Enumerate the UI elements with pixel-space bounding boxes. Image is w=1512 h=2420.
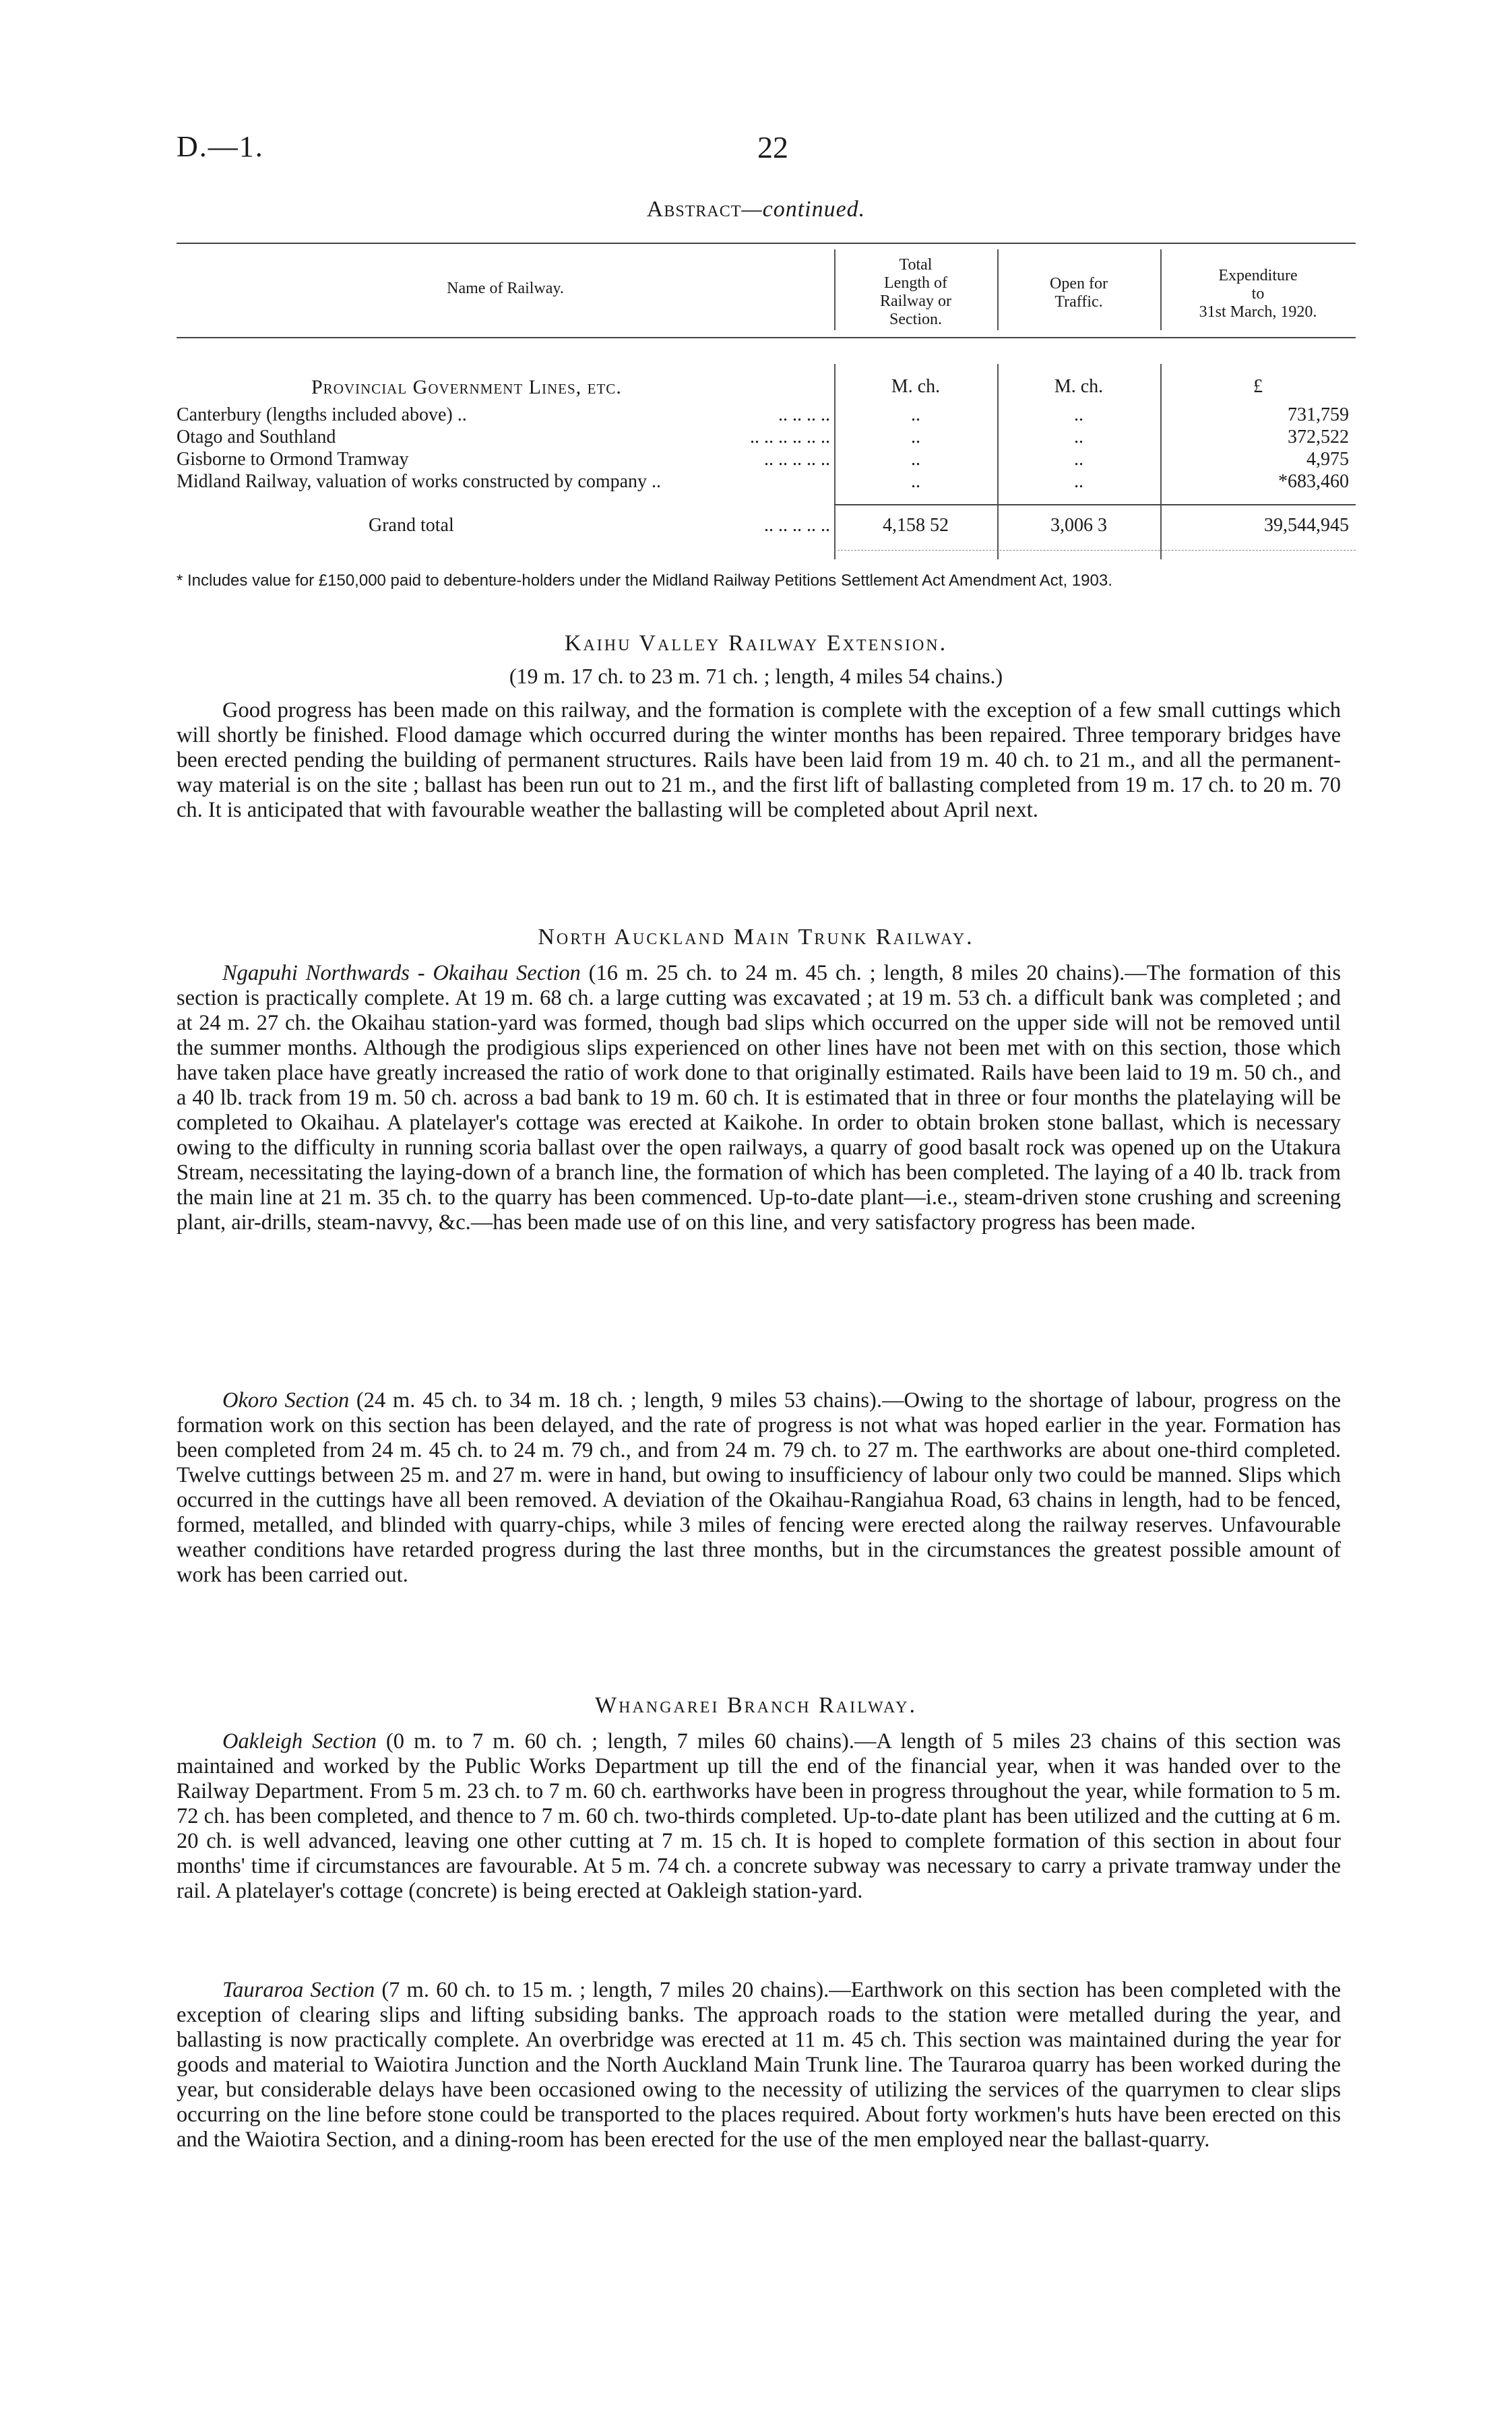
col-length-line: Railway or bbox=[880, 292, 951, 310]
col-length-line: Length of bbox=[884, 274, 947, 292]
col-open-line: Open for bbox=[1050, 275, 1108, 292]
row-expenditure: 372,522 bbox=[1288, 427, 1349, 447]
col-expenditure-line: Expenditure bbox=[1218, 267, 1298, 284]
table-header-rule bbox=[177, 337, 1356, 338]
tauraroa-text: (7 m. 60 ch. to 15 m. ; length, 7 miles 20 chains).—Earthwork on this section has been completed with the exception of clearing slips and lifting subsiding banks. The approach roads to the station were metalled during the year, and ballasting is now practically complete. An overbridge was erected at 11 m. 45 ch. This section was maintained during the year for goods and material to Waiotira Junction and the North Auckland Main Trunk line. The Tauraroa quarry has been worked during the year, but considerable delays have been occasioned owing to the necessity of utilizing the services of the quarrymen to clear slips occurring on the line before stone could be transported to the places required. About forty workmen's huts have been erected on this and the Waiotira Section, and a dining-room has been erected for the use of the men employed near the ballast-quarry. bbox=[177, 1978, 1341, 2152]
whangarei-heading: Whangarei Branch Railway. bbox=[595, 1693, 917, 1718]
total-bottom-rule bbox=[834, 550, 1356, 551]
row-length: .. bbox=[911, 427, 920, 447]
group-label: Provincial Government Lines, etc. bbox=[311, 376, 622, 398]
kaihu-subheading: (19 m. 17 ch. to 23 m. 71 ch. ; length, 4 miles 54 chains.) bbox=[509, 664, 1003, 688]
row-open: .. bbox=[1074, 449, 1083, 470]
row-open: .. bbox=[1074, 404, 1083, 425]
okoro-text: (24 m. 45 ch. to 34 m. 18 ch. ; length, 9 miles 53 chains).—Owing to the shortage of labour, progress on the formation work on this section has been delayed, and the rate of progress is not what was hoped earlier in the year. Formation has been completed from 24 m. 45 ch. to 24 m. 79 ch., and from 24 m. 79 ch. to 27 m. The earthworks are about one-third completed. Twelve cuttings between 25 m. and 27 m. were in hand, but owing to insufficiency of labour only two could be manned. Slips which occurred in the cuttings have all been removed. A deviation of the Okaihau-Rangiahua Road, 63 chains in length, had to be fenced, formed, metalled, and blinded with quarry-chips, while 3 miles of fencing were erected along the railway reserves. Unfavourable weather conditions have retarded progress during the last three months, but in the circumstances the greatest possible amount of work has been carried out. bbox=[177, 1388, 1341, 1587]
row-expenditure: 731,759 bbox=[1288, 404, 1349, 425]
row-dots: .. .. .. .. .. bbox=[764, 449, 830, 470]
tauraroa-paragraph bbox=[177, 1978, 1341, 2152]
abstract-title-prefix: Abstract bbox=[646, 197, 742, 222]
unit-expenditure: £ bbox=[1253, 376, 1263, 397]
col-expenditure-line: to bbox=[1251, 285, 1265, 303]
unit-open: M. ch. bbox=[1054, 376, 1104, 397]
row-name: Canterbury (lengths included above) .. bbox=[177, 404, 467, 425]
row-length: .. bbox=[911, 471, 920, 492]
row-length: .. bbox=[911, 404, 920, 425]
oakleigh-text: (0 m. to 7 m. 60 ch. ; length, 7 miles 60 chains).—A length of 5 miles 23 chains of this section was maintained and worked by the Public Works Department up till the end of the financial year, when it was handed over to the Railway Department. From 5 m. 23 ch. to 7 m. 60 ch. earthworks have been in progress throughout the year, while formation to 5 m. 72 ch. has been completed, and thence to 7 m. 60 ch. two-thirds completed. Up-to-date plant has been utilized and the cutting at 6 m. 20 ch. is well advanced, leaving one other cutting at 7 m. 15 ch. It is hoped to complete formation of this section in about four months' time if circumstances are favourable. At 5 m. 74 ch. a concrete subway was necessary to carry a private tramway under the rail. A platelayer's cottage (concrete) is being erected at Oakleigh station-yard. bbox=[177, 1729, 1341, 1903]
row-dots: .. .. .. .. .. .. bbox=[750, 427, 830, 447]
abstract-title bbox=[0, 197, 1512, 222]
total-length: 4,158 52 bbox=[883, 515, 949, 536]
row-open: .. bbox=[1074, 427, 1083, 447]
total-dots: .. .. .. .. .. bbox=[764, 515, 830, 536]
row-dots: .. .. .. .. bbox=[778, 404, 830, 425]
total-label: Grand total bbox=[369, 515, 454, 536]
oakleigh-section-title: Oakleigh Section bbox=[222, 1729, 377, 1754]
kaihu-paragraph: Good progress has been made on this railway, and the formation is complete with the exception of a few small cuttings which will shortly be finished. Flood damage which occurred during the winter months has been repaired. Three temporary bridges have been erected pending the building of permanent structures. Rails have been laid from 19 m. 40 ch. to 21 m., and all the permanent-way material is on the site ; ballast has been run out to 21 m., and the first lift of ballasting completed from 19 m. 17 ch. to 20 m. 70 ch. It is anticipated that with favourable weather the ballasting will be completed about April next. bbox=[177, 698, 1341, 822]
north-auckland-heading: North Auckland Main Trunk Railway. bbox=[538, 925, 974, 950]
col-length-line: Section. bbox=[889, 311, 942, 328]
row-name: Midland Railway, valuation of works constructed by company .. bbox=[177, 471, 662, 492]
table-top-rule bbox=[177, 243, 1356, 244]
row-expenditure: *683,460 bbox=[1278, 471, 1349, 492]
page-number: 22 bbox=[757, 130, 788, 164]
okaihau-text: (16 m. 25 ch. to 24 m. 45 ch. ; length, 8 miles 20 chains).—The formation of this section is practically complete. At 19 m. 68 ch. a large cutting was excavated ; at 19 m. 53 ch. a difficult bank was completed ; and at 24 m. 27 ch. the Okaihau station-yard was formed, though bad slips which occurred on the upper side will not be removed until the summer months. Although the prodigious slips experienced on other lines have not been met with on this section, those which have taken place have greatly increased the ratio of work done to that originally estimated. Rails have been laid to 19 m. 50 ch., and a 40 lb. track from 19 m. 50 ch. across a bad bank to 19 m. 60 ch. It is estimated that in three or four months the platelaying will be completed to Okaihau. A platelayer's cottage was erected at Kaikohe. In order to obtain broken stone ballast, which is necessary owing to the difficulty in running scoria ballast over the open railways, a quarry of good basalt rock was opened up on the Utakura Stream, necessitating the laying-down of a branch line, the formation of which has been completed. The laying of a 40 lb. track from the main line at 21 m. 35 ch. to the quarry has been commenced. Up-to-date plant—i.e., steam-driven stone crushing and screening plant, air-drills, steam-navvy, &c.—has been made use of on this line, and very satisfactory progress has been made. bbox=[177, 961, 1341, 1235]
row-name: Gisborne to Ormond Tramway bbox=[177, 449, 409, 470]
abstract-title-suffix: —continued. bbox=[741, 197, 866, 222]
oakleigh-paragraph bbox=[177, 1729, 1341, 1904]
okoro-paragraph bbox=[177, 1388, 1341, 1588]
col-open-line: Traffic. bbox=[1054, 293, 1103, 311]
okaihau-section-title: Ngapuhi Northwards - Okaihau Section bbox=[222, 961, 581, 985]
total-rule bbox=[834, 504, 1356, 505]
col-name-header: Name of Railway. bbox=[447, 280, 564, 297]
row-length: .. bbox=[911, 449, 920, 470]
col-expenditure-header bbox=[1160, 267, 1356, 321]
okaihau-paragraph bbox=[177, 961, 1341, 1235]
unit-length: M. ch. bbox=[891, 376, 941, 397]
col-open-header bbox=[997, 275, 1160, 311]
col-expenditure-line: 31st March, 1920. bbox=[1199, 303, 1317, 321]
total-expenditure: 39,544,945 bbox=[1264, 515, 1349, 536]
total-open: 3,006 3 bbox=[1050, 515, 1107, 536]
okoro-section-title: Okoro Section bbox=[222, 1388, 350, 1413]
row-expenditure: 4,975 bbox=[1306, 449, 1349, 470]
row-open: .. bbox=[1074, 471, 1083, 492]
table-footnote: * Includes value for £150,000 paid to debenture-holders under the Midland Railway Petitions Settlement Act Amendment Act, 1903. bbox=[177, 571, 1112, 590]
row-name: Otago and Southland bbox=[177, 427, 336, 447]
kaihu-heading: Kaihu Valley Railway Extension. bbox=[564, 631, 948, 656]
col-length-header bbox=[834, 256, 997, 329]
tauraroa-section-title: Tauraroa Section bbox=[222, 1978, 375, 2002]
document-reference: D.—1. bbox=[177, 130, 264, 163]
col-length-line: Total bbox=[899, 256, 933, 274]
